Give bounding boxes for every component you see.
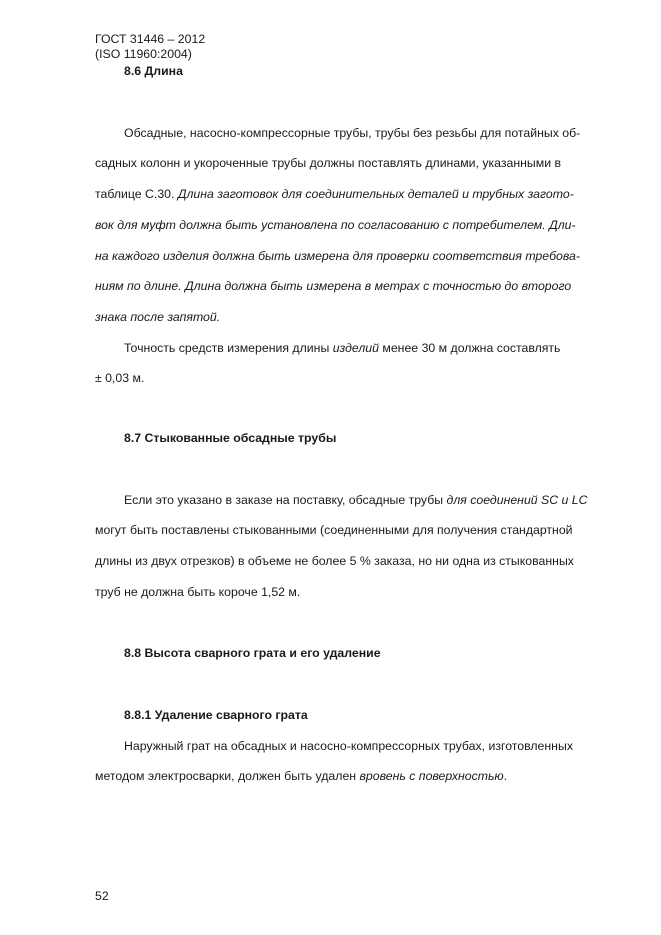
text-line: ниям по длине. Длина должна быть измерена в метрах с точностью до второго	[95, 279, 572, 293]
text-line: вок для муфт должна быть установлена по согласованию с потребителем. Дли-	[95, 218, 576, 232]
text-line	[95, 769, 507, 783]
text-line: Наружный грат на обсадных и насосно-компрессорных трубах, изготовленных	[124, 739, 573, 753]
text-span: Точность средств измерения длины	[124, 341, 333, 355]
page-number: 52	[95, 889, 109, 903]
text-line: могут быть поставлены стыкованными (соединенными для получения стандартной	[95, 523, 573, 537]
section-8-6-heading: 8.6 Длина	[124, 64, 183, 78]
italic-text: вровень с поверхностью	[359, 769, 504, 783]
text-line: ± 0,03 м.	[95, 371, 145, 385]
text-line: Обсадные, насосно-компрессорные трубы, трубы без резьбы для потайных об-	[124, 126, 581, 140]
italic-text: изделий	[332, 341, 379, 355]
section-8-8-heading: 8.8 Высота сварного грата и его удаление	[124, 646, 381, 660]
text-span: Если это указано в заказе на поставку, обсадные трубы	[124, 493, 447, 507]
text-line: длины из двух отрезков) в объеме не более 5 % заказа, но ни одна из стыкованных	[95, 554, 574, 568]
text-span: методом электросварки, должен быть удален	[95, 769, 360, 783]
text-line: садных колонн и укороченные трубы должны поставлять длинами, указанными в	[95, 156, 562, 170]
standard-number: ГОСТ 31446 – 2012	[95, 32, 206, 46]
iso-reference: (ISO 11960:2004)	[95, 47, 192, 61]
italic-text: Длина заготовок для соединительных деталей и трубных загото-	[177, 187, 574, 201]
text-line: знака после запятой.	[95, 310, 221, 324]
section-8-7-heading: 8.7 Стыкованные обсадные трубы	[124, 431, 337, 445]
text-span: таблице С.30.	[95, 187, 178, 201]
text-span: менее 30 м должна составлять	[378, 341, 561, 355]
text-line: на каждого изделия должна быть измерена для проверки соответствия требова-	[95, 249, 580, 263]
text-span: .	[503, 769, 508, 783]
text-line: труб не должна быть короче 1,52 м.	[95, 585, 301, 599]
section-8-8-1-heading: 8.8.1 Удаление сварного грата	[124, 708, 308, 722]
text-line	[124, 493, 588, 507]
text-line	[124, 341, 560, 355]
text-line	[95, 187, 574, 201]
italic-text: для соединений SC и LC	[446, 493, 588, 507]
